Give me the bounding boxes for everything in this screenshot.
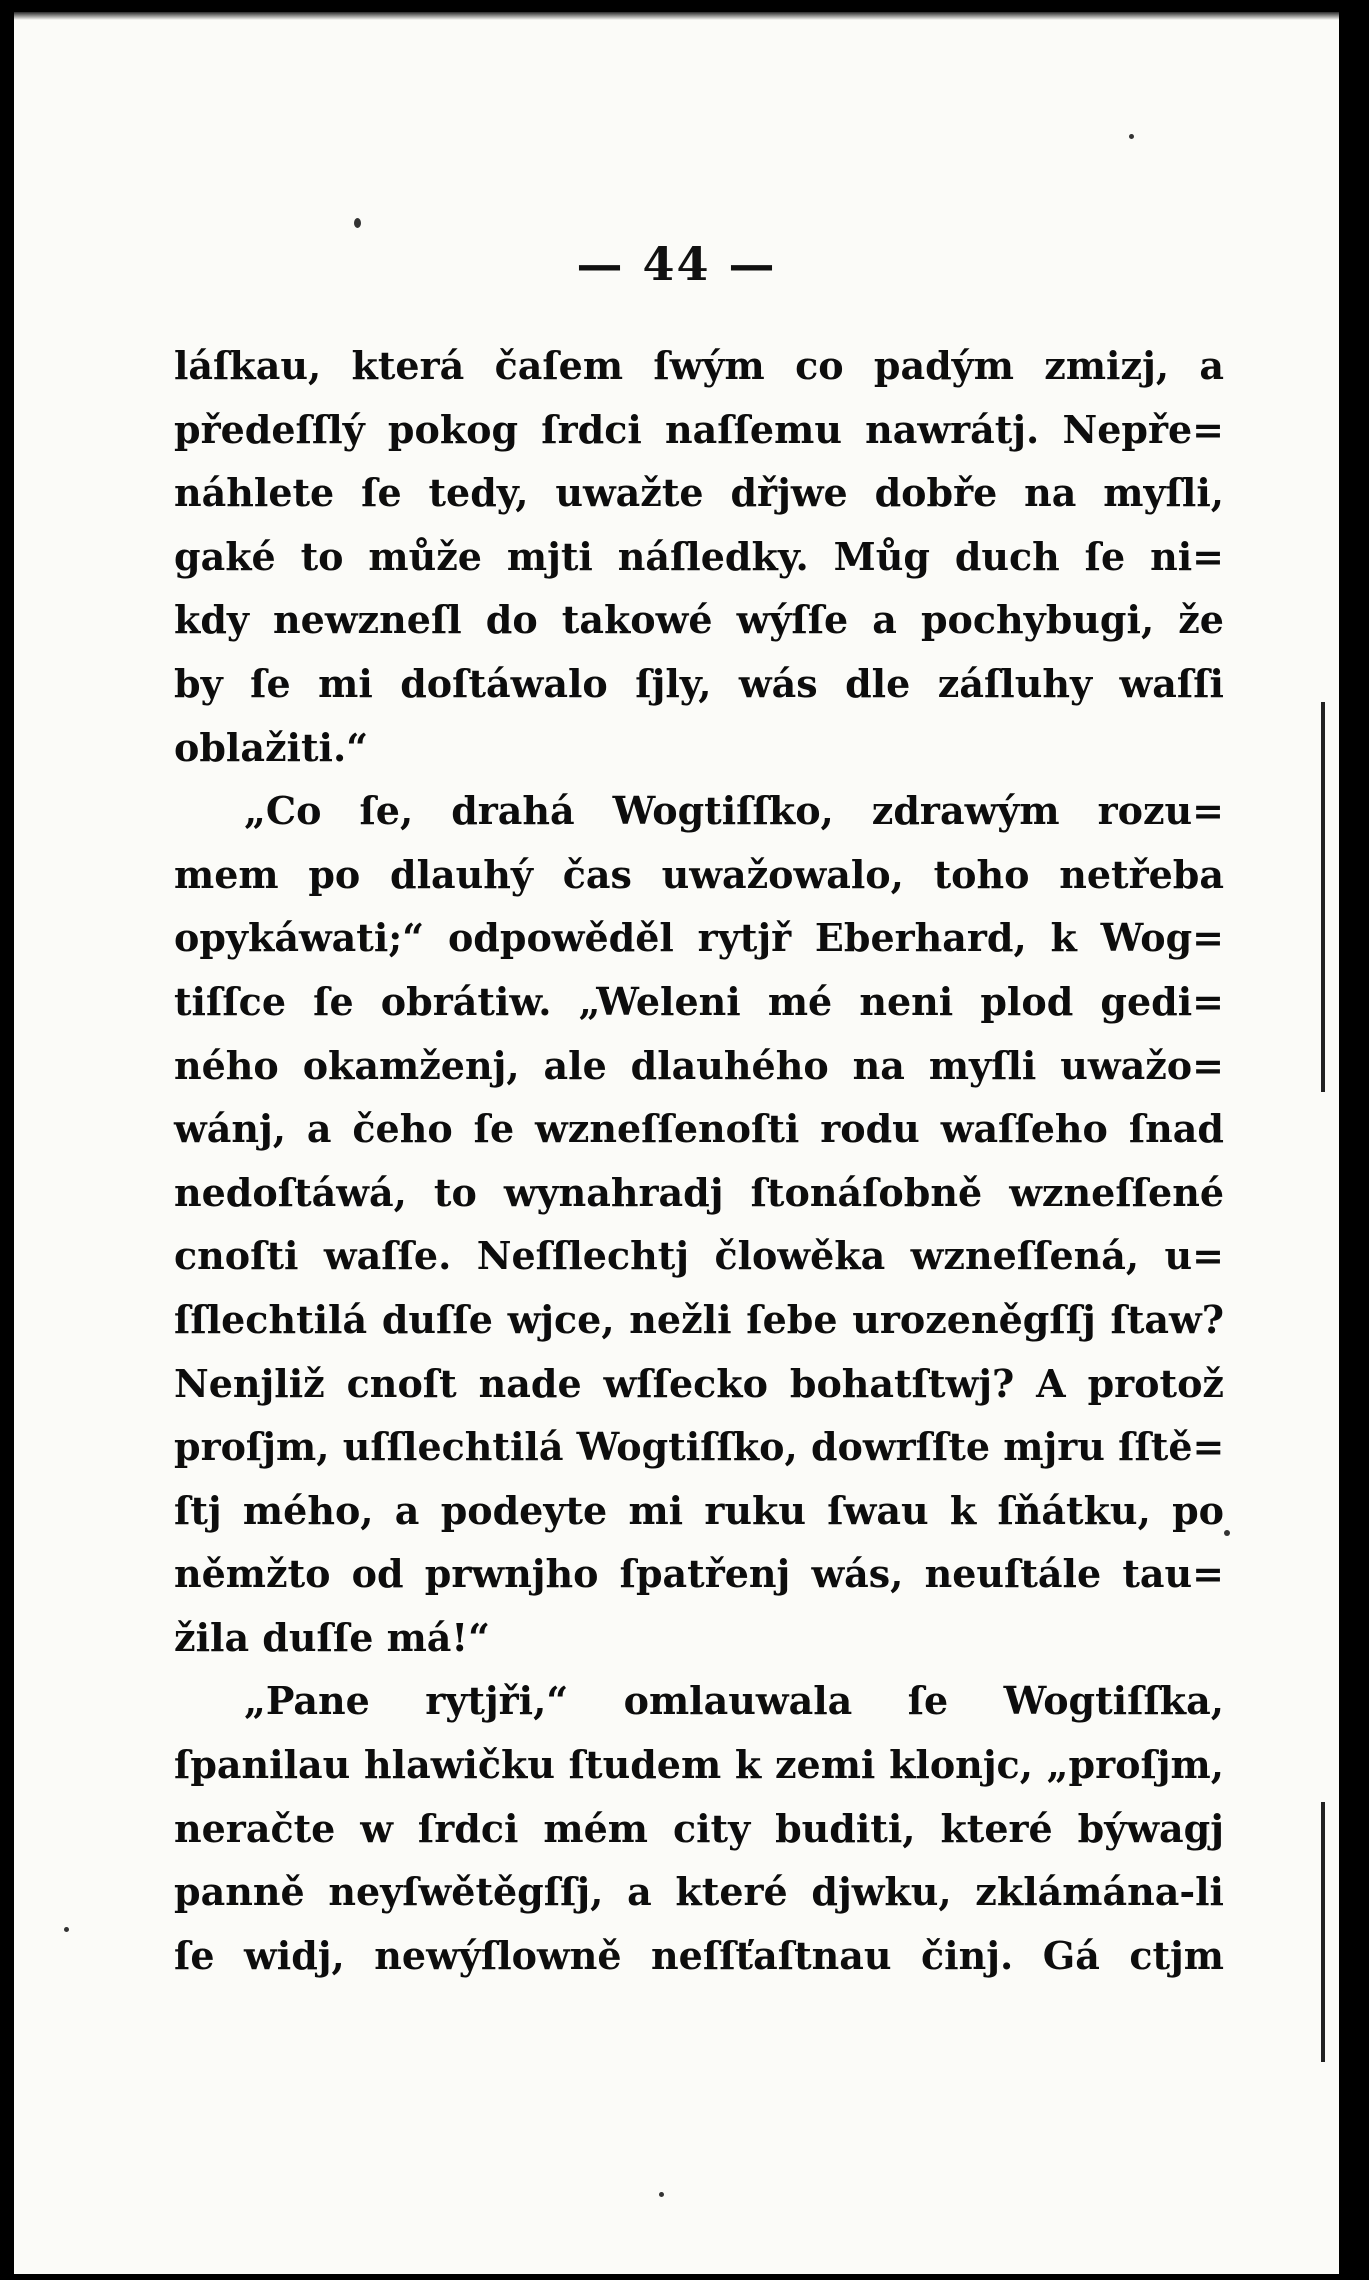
text-line: „Pane rytjři,“ omlauwala ſe Wogtiſſka,: [244, 1678, 1224, 1724]
text-line: předeſſlý pokog ſrdci naſſemu nawrátj. Nepře=: [174, 406, 1224, 452]
text-line: láſkau, která čaſem ſwým co padým zmizj, a: [174, 343, 1224, 388]
page-number: — 44 —: [576, 237, 777, 291]
text-line: proſjm, uſſlechtilá Wogtiſſko, dowrſſte mjru ſſtě=: [174, 1424, 1225, 1470]
scan-speck: [354, 218, 361, 228]
text-line: ſſlechtilá duſſe wjce, nežli ſebe urozeněgſſj ſtaw?: [174, 1296, 1224, 1342]
text-line: němžto od prwnjho ſpatřenj wás, neuſtále tau=: [174, 1551, 1224, 1597]
text-line: tiſſce ſe obrátiw. „Weleni mé neni plod gedi=: [174, 978, 1224, 1024]
scan-speck: [1129, 134, 1134, 139]
text-line: náhlete ſe tedy, uwažte dřjwe dobře na myſli,: [174, 470, 1224, 516]
text-line: nedoſtáwá, to wynahradj ſtonáſobně wzneſſené: [174, 1169, 1224, 1215]
text-line: kdy newzneſl do takowé wýſſe a pochybugi, že: [174, 597, 1224, 643]
page-edge-rule: [1321, 702, 1325, 1092]
text-line: ſtj mého, a podeyte mi ruku ſwau k ſňátku, po: [174, 1487, 1224, 1533]
text-line: mem po dlauhý čas uwažowalo, toho netřeba: [174, 851, 1224, 897]
text-line: cnoſti waſſe. Neſſlechtj člowěka wzneſſená, u=: [174, 1233, 1224, 1279]
scan-speck: [659, 2192, 664, 2197]
text-line: ſpanilau hlawičku ſtudem k zemi klonjc, „proſjm,: [174, 1742, 1224, 1788]
page-edge-rule: [1321, 1802, 1325, 2062]
text-line: panně neyſwětěgſſj, a které djwku, zklámána-li: [174, 1869, 1224, 1915]
text-line: by ſe mi doſtáwalo ſjly, wás dle záſluhy waſſi: [174, 660, 1224, 706]
text-line: žila duſſe má!“: [174, 1614, 490, 1660]
text-line: neračte w ſrdci mém city buditi, které býwagj: [174, 1805, 1224, 1851]
text-line: oblažiti.“: [174, 724, 369, 770]
text-line: opykáwati;“ odpowěděl rytjř Eberhard, k Wog=: [174, 915, 1224, 961]
text-line: „Co ſe, drahá Wogtiſſko, zdrawým rozu=: [244, 788, 1224, 834]
scan-speck: [64, 1927, 69, 1932]
scan-shadow: [14, 12, 1339, 20]
text-line: gaké to může mjti náſledky. Můg duch ſe ni=: [174, 533, 1224, 579]
body-text: [174, 334, 1224, 1987]
scan-speck: [1224, 1530, 1230, 1536]
book-page: [14, 12, 1339, 2274]
text-line: wánj, a čeho ſe wzneſſenoſti rodu waſſeho ſnad: [174, 1106, 1224, 1152]
text-line: ſe widj, newýſlowně neſſťaſtnau činj. Gá ctjm: [174, 1932, 1224, 1978]
text-line: Nenjliž cnoſt nade wſſecko bohatſtwj? A protož: [174, 1360, 1224, 1406]
text-line: ného okamženj, ale dlauhého na myſli uwažo=: [174, 1042, 1224, 1088]
